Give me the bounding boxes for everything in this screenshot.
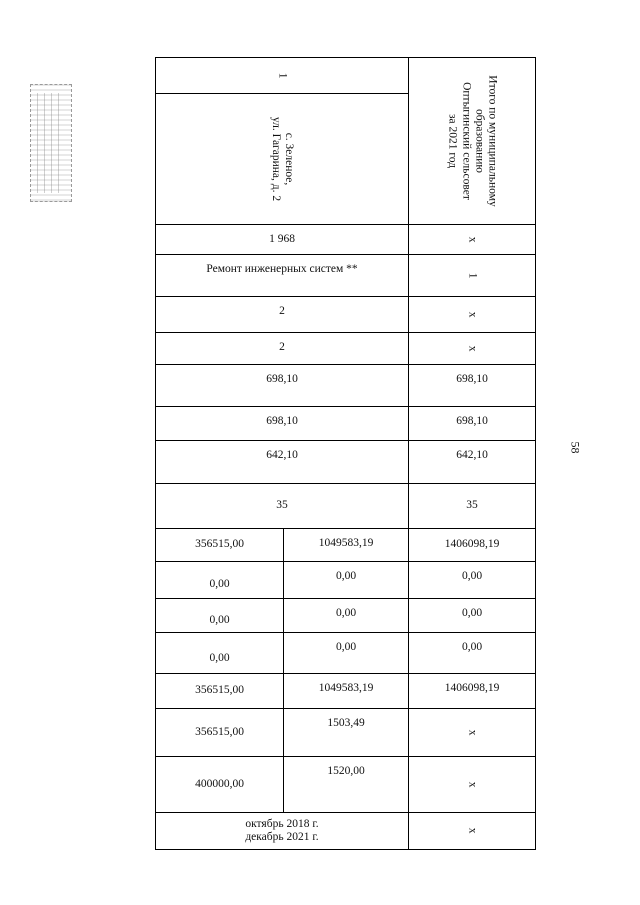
total-header-cell <box>409 58 536 225</box>
total-cell: 642,10 <box>409 441 536 484</box>
total-cell: x <box>409 813 536 850</box>
page-number: 58 <box>568 441 583 454</box>
total-cell: 0,00 <box>409 599 536 633</box>
left-value-cell: 356515,00 <box>156 709 284 757</box>
start-date: октябрь 2018 г. <box>245 817 319 830</box>
table-row <box>156 757 536 813</box>
table-row <box>156 529 536 562</box>
stamp-mark <box>30 84 72 202</box>
total-cell: 698,10 <box>409 365 536 407</box>
total-header-text: Итого по муниципальному образованию Оптыгинский сельсовет за 2021 год <box>446 75 499 207</box>
mid-value-cell: 0,00 <box>284 633 409 674</box>
mid-value-cell: 0,00 <box>284 599 409 633</box>
table-row <box>156 407 536 441</box>
table-row <box>156 365 536 407</box>
value-cell: 698,10 <box>156 407 409 441</box>
table-row <box>156 674 536 709</box>
total-cell: x <box>409 333 536 365</box>
table-row <box>156 599 536 633</box>
column-number: 1 <box>276 72 289 79</box>
total-cell: 1 <box>409 255 536 297</box>
address-cell <box>156 94 409 225</box>
total-cell: x <box>409 757 536 813</box>
dates-cell <box>156 813 409 850</box>
mid-value-cell: 1503,49 <box>284 709 409 757</box>
address-text: с. Зеленое, ул. Гагарина, д. 2 <box>270 116 296 202</box>
left-value-cell: 356515,00 <box>156 674 284 709</box>
table-row <box>156 484 536 529</box>
table-row <box>156 562 536 599</box>
table-row <box>156 225 536 255</box>
total-cell: 0,00 <box>409 562 536 599</box>
value-cell: 642,10 <box>156 441 409 484</box>
data-table <box>155 57 536 850</box>
total-cell: 698,10 <box>409 407 536 441</box>
total-cell: 1406098,19 <box>409 674 536 709</box>
left-value-cell: 0,00 <box>156 633 284 674</box>
left-value-cell: 400000,00 <box>156 757 284 813</box>
left-value-cell: 0,00 <box>156 562 284 599</box>
table-row <box>156 709 536 757</box>
header-number-row <box>156 58 536 94</box>
year-cell: 1 968 <box>156 225 409 255</box>
total-cell: 0,00 <box>409 633 536 674</box>
table-row <box>156 297 536 333</box>
total-cell: x <box>409 709 536 757</box>
column-number-cell <box>156 58 409 94</box>
table-row <box>156 333 536 365</box>
mid-value-cell: 1049583,19 <box>284 674 409 709</box>
total-cell: 35 <box>409 484 536 529</box>
value-cell: 35 <box>156 484 409 529</box>
end-date: декабрь 2021 г. <box>245 831 319 843</box>
total-cell: 1406098,19 <box>409 529 536 562</box>
total-cell: x <box>409 297 536 333</box>
mid-value-cell: 0,00 <box>284 562 409 599</box>
table-row <box>156 255 536 297</box>
table-row <box>156 441 536 484</box>
left-value-cell: 0,00 <box>156 599 284 633</box>
table-row <box>156 813 536 850</box>
total-cell: x <box>409 225 536 255</box>
value-cell: 698,10 <box>156 365 409 407</box>
value-cell: 2 <box>156 333 409 365</box>
mid-value-cell: 1049583,19 <box>284 529 409 562</box>
mid-value-cell: 1520,00 <box>284 757 409 813</box>
work-type-cell: Ремонт инженерных систем ** <box>156 255 409 297</box>
table-row <box>156 633 536 674</box>
value-cell: 2 <box>156 297 409 333</box>
left-value-cell: 356515,00 <box>156 529 284 562</box>
